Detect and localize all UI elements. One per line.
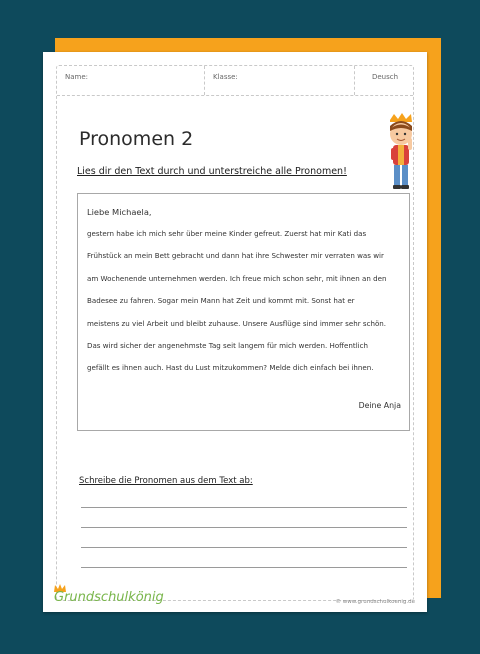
class-field[interactable] [205,66,355,95]
letter-line: Badesee zu fahren. Sogar mein Mann hat Zeit und kommt mit. Sonst hat er [87,296,355,306]
writing-line-2[interactable] [81,527,407,528]
letter-line: meistens zu viel Arbeit und bleibt zuhause. Unsere Ausflüge sind immer sehr schön. [87,318,387,328]
page-title: Pronomen 2 [79,128,194,150]
letter-signature: Deine Anja [358,401,401,410]
letter-line: am Wochenende unternehmen werden. Ich freue mich schon sehr, mit ihnen an den [87,273,387,283]
crown-icon [390,113,412,122]
brand-logo: Grundschulkönig [54,590,164,605]
letter-box [77,193,410,431]
letter-line: Das wird sicher der angenehmste Tag seit langem für mich werden. Hoffentlich [87,341,369,351]
subject-label: Deusch [371,73,399,81]
writing-line-3[interactable] [81,547,407,548]
name-field[interactable] [57,66,205,95]
letter-line: gestern habe ich mich sehr über meine Kinder gefreut. Zuerst hat mir Kati das [87,229,367,238]
worksheet-border [56,65,414,601]
name-label: Name: [65,73,89,81]
letter-greeting: Liebe Michaela, [87,207,152,217]
writing-line-4[interactable] [81,567,407,568]
worksheet-header [57,66,413,96]
letter-line: gefällt es ihnen auch. Hast du Lust mitzukommen? Melde dich einfach bei ihnen. [87,363,374,373]
boy-with-crown-illustration [385,112,417,194]
instruction-text: Lies dir den Text durch und unterstreiche alle Pronomen! [77,166,347,177]
website-credit: © www.grundschulkoenig.de [335,599,415,605]
class-label: Klasse: [213,73,238,81]
worksheet-page [43,52,427,612]
writing-line-1[interactable] [81,507,407,508]
subject-field [355,66,415,95]
letter-line: Frühstück an mein Bett gebracht und dann hat ihre Schwester mir verraten was wir [87,251,384,261]
task-instruction: Schreibe die Pronomen aus dem Text ab: [79,476,253,486]
